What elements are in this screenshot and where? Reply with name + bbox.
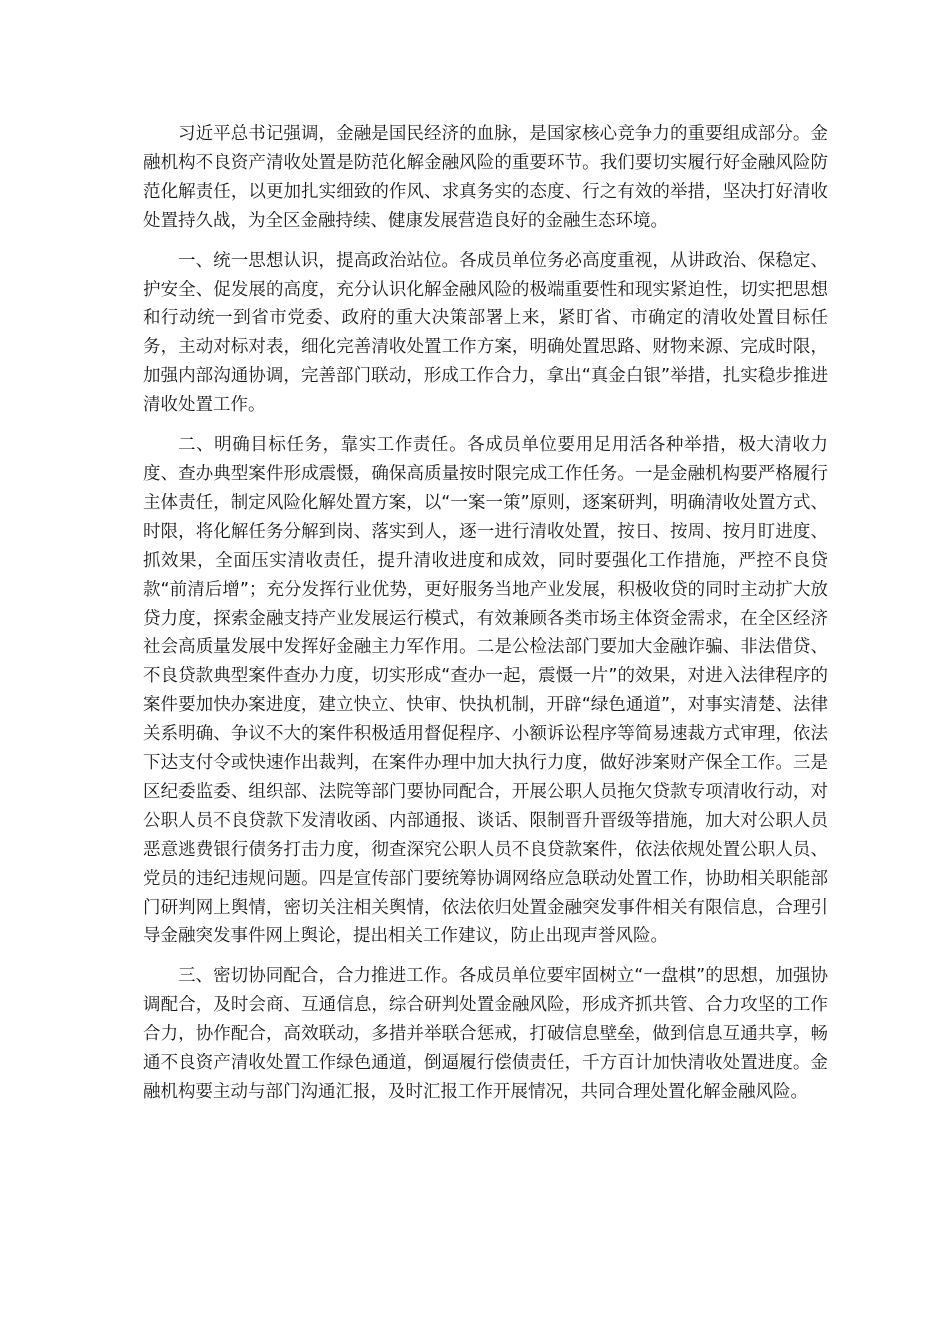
paragraph-intro: 习近平总书记强调，金融是国民经济的血脉，是国家核心竞争力的重要组成部分。金融机构不良资产清收处置是防范化解金融风险的重要环节。我们要切实履行好金融风险防范化解责任，以更加扎实细致的作风、求真务实的态度、行之有效的举措，坚决打好清收处置持久战，为全区金融持续、健康发展营造良好的金融生态环境。 xyxy=(143,124,828,231)
paragraph-section-3: 三、密切协同配合，合力推进工作。各成员单位要牢固树立“一盘棋”的思想，加强协调配合，及时会商、互通信息，综合研判处置金融风险，形成齐抓共管、合力攻坚的工作合力，协作配合，高效联动，多措并举联合惩戒，打破信息壁垒，做到信息互通共享，畅通不良资产清收处置工作绿色通道，倒逼履行偿债责任，千方百计加快清收处置进度。金融机构要主动与部门沟通汇报，及时汇报工作开展情况，共同合理处置化解金融风险。 xyxy=(143,966,828,1102)
document-body xyxy=(143,120,828,1118)
paragraph-section-2: 二、明确目标任务，靠实工作责任。各成员单位要用足用活各种举措，极大清收力度、查办典型案件形成震慑，确保高质量按时限完成工作任务。一是金融机构要严格履行主体责任，制定风险化解处置方案，以“一案一策”原则，逐案研判，明确清收处置方式、时限，将化解任务分解到岗、落实到人，逐一进行清收处置，按日、按周、按月盯进度、抓效果，全面压实清收责任，提升清收进度和成效，同时要强化工作措施，严控不良贷款“前清后增”；充分发挥行业优势，更好服务当地产业发展，积极收贷的同时主动扩大放贷力度，探索金融支持产业发展运行模式，有效兼顾各类市场主体资金需求，在全区经济社会高质量发展中发挥好金融主力军作用。二是公检法部门要加大金融诈骗、非法借贷、不良贷款典型案件查办力度，切实形成“查办一起，震慑一片”的效果，对进入法律程序的案件要加快办案进度，建立快立、快审、快执机制，开辟“绿色通道”，对事实清楚、法律关系明确、争议不大的案件积极适用督促程序、小额诉讼程序等简易速裁方式审理，依法下达支付令或快速作出裁判，在案件办理中加大执行力度，做好涉案财产保全工作。三是区纪委监委、组织部、法院等部门要协同配合，开展公职人员拖欠贷款专项清收行动，对公职人员不良贷款下发清收函、内部通报、谈话、限制晋升晋级等措施，加大对公职人员恶意逃费银行债务打击力度，彻查深究公职人员不良贷款案件，依法依规处置公职人员、党员的违纪违规问题。四是宣传部门要统筹协调网络应急联动处置工作，协助相关职能部门研判网上舆情，密切关注相关舆情，依法依归处置金融突发事件相关有限信息，合理引导金融突发事件网上舆论，提出相关工作建议，防止出现声誉风险。 xyxy=(143,435,828,947)
paragraph-section-1: 一、统一思想认识，提高政治站位。各成员单位务必高度重视，从讲政治、保稳定、护安全、促发展的高度，充分认识化解金融风险的极端重要性和现实紧迫性，切实把思想和行动统一到省市党委、政府的重大决策部署上来，紧盯省、市确定的清收处置目标任务，主动对标对表，细化完善清收处置工作方案，明确处置思路、财物来源、完成时限，加强内部沟通协调，完善部门联动，形成工作合力，拿出“真金白银”举措，扎实稳步推进清收处置工作。 xyxy=(143,250,828,416)
